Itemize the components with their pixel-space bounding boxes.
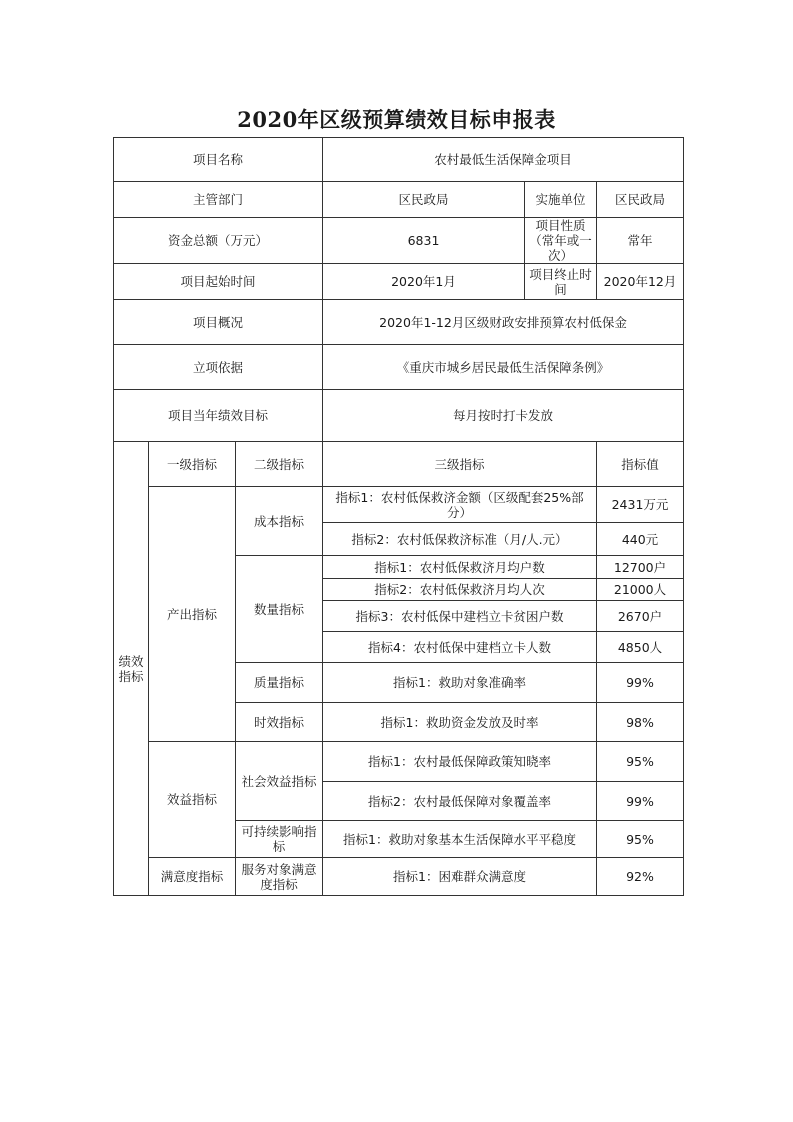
indicator-text: 指标1：农村低保救济月均户数	[323, 556, 597, 579]
quality-indicator-label: 质量指标	[236, 663, 323, 703]
satisfaction-indicator-label: 满意度指标	[149, 858, 236, 896]
impl-value: 区民政局	[597, 182, 684, 218]
indicator-value: 440元	[597, 523, 684, 556]
timeliness-indicator-label: 时效指标	[236, 703, 323, 742]
fund-value: 6831	[323, 218, 525, 264]
indicator-text: 指标1：救助对象准确率	[323, 663, 597, 703]
project-name-label: 项目名称	[114, 138, 323, 182]
header-level1: 一级指标	[149, 442, 236, 487]
page-title: 2020年区级预算绩效目标申报表	[237, 107, 556, 132]
indicator-value: 4850人	[597, 632, 684, 663]
nature-value: 常年	[597, 218, 684, 264]
indicator-value: 21000人	[597, 579, 684, 601]
row-overview	[114, 300, 684, 345]
indicator-text: 指标1：农村最低保障政策知晓率	[323, 742, 597, 782]
quantity-indicator-label: 数量指标	[236, 556, 323, 663]
service-satisfaction-label: 服务对象满意度指标	[236, 858, 323, 896]
indicator-value: 99%	[597, 782, 684, 821]
header-level3: 三级指标	[323, 442, 597, 487]
end-value: 2020年12月	[597, 264, 684, 300]
indicator-text: 指标1：救助对象基本生活保障水平平稳度	[323, 821, 597, 858]
end-label: 项目终止时间	[525, 264, 597, 300]
indicator-value: 95%	[597, 742, 684, 782]
project-name-value: 农村最低生活保障金项目	[323, 138, 684, 182]
table-row	[114, 487, 684, 523]
indicator-text: 指标2：农村低保救济月均人次	[323, 579, 597, 601]
indicator-text: 指标4：农村低保中建档立卡人数	[323, 632, 597, 663]
start-value: 2020年1月	[323, 264, 525, 300]
goal-label: 项目当年绩效目标	[114, 390, 323, 442]
dept-label: 主管部门	[114, 182, 323, 218]
indicator-text: 指标1：农村低保救济金额（区级配套25%部分）	[323, 487, 597, 523]
indicator-header-row	[114, 442, 684, 487]
indicator-value: 99%	[597, 663, 684, 703]
impl-label: 实施单位	[525, 182, 597, 218]
cost-indicator-label: 成本指标	[236, 487, 323, 556]
indicator-value: 2431万元	[597, 487, 684, 523]
row-department	[114, 182, 684, 218]
indicator-text: 指标2：农村最低保障对象覆盖率	[323, 782, 597, 821]
benefit-indicator-label: 效益指标	[149, 742, 236, 858]
row-fund	[114, 218, 684, 264]
indicator-value: 12700户	[597, 556, 684, 579]
output-indicator-label: 产出指标	[149, 487, 236, 742]
header-value: 指标值	[597, 442, 684, 487]
indicator-text: 指标1：救助资金发放及时率	[323, 703, 597, 742]
indicator-text: 指标3：农村低保中建档立卡贫困户数	[323, 601, 597, 632]
indicator-text: 指标1：困难群众满意度	[323, 858, 597, 896]
basis-value: 《重庆市城乡居民最低生活保障条例》	[323, 345, 684, 390]
nature-label: 项目性质（常年或一次）	[525, 218, 597, 264]
indicator-value: 2670户	[597, 601, 684, 632]
indicator-value: 98%	[597, 703, 684, 742]
start-label: 项目起始时间	[114, 264, 323, 300]
goal-value: 每月按时打卡发放	[323, 390, 684, 442]
basis-label: 立项依据	[114, 345, 323, 390]
row-goal	[114, 390, 684, 442]
fund-label: 资金总额（万元）	[114, 218, 323, 264]
overview-value: 2020年1-12月区级财政安排预算农村低保金	[323, 300, 684, 345]
row-project-name	[114, 138, 684, 182]
table-row	[114, 858, 684, 896]
table-row	[114, 742, 684, 782]
sustainable-impact-label: 可持续影响指标	[236, 821, 323, 858]
dept-value: 区民政局	[323, 182, 525, 218]
social-benefit-label: 社会效益指标	[236, 742, 323, 821]
indicator-value: 92%	[597, 858, 684, 896]
indicator-text: 指标2：农村低保救济标准（月/人.元）	[323, 523, 597, 556]
row-basis	[114, 345, 684, 390]
performance-indicator-label: 绩效指标	[114, 442, 149, 896]
overview-label: 项目概况	[114, 300, 323, 345]
budget-performance-table	[113, 137, 684, 896]
indicator-value: 95%	[597, 821, 684, 858]
header-level2: 二级指标	[236, 442, 323, 487]
row-period	[114, 264, 684, 300]
